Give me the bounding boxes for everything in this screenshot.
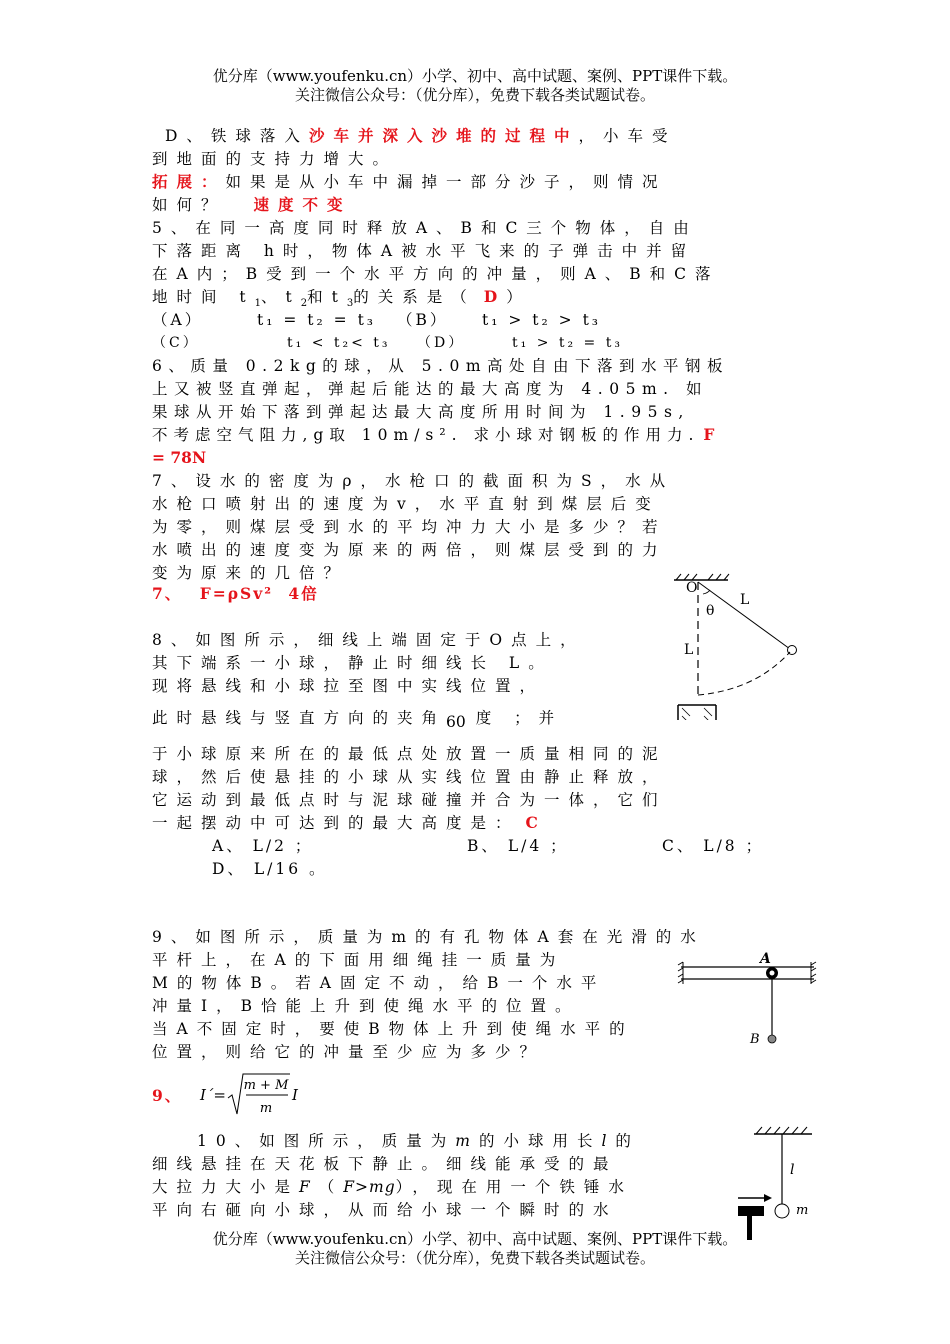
q5-opt-c-label: （C） bbox=[152, 335, 200, 351]
extension-text-1: 如果是从小车中漏掉一部分沙子，则情况 bbox=[225, 173, 667, 191]
rod-figure bbox=[676, 950, 821, 1050]
q8-line-8 bbox=[152, 813, 547, 833]
q7-line-3: 为零，则煤层受到水的平均冲力大小是多少？若 bbox=[152, 518, 667, 536]
q7-answer bbox=[152, 584, 319, 604]
header-line-1: 优分库（www.youfenku.cn）小学、初中、高中试题、案例、PPT课件下载。 bbox=[212, 67, 738, 85]
q6-line-4-text: 不考虑空气阻力,g取 10m/s². 求小球对钢板的作用力. bbox=[152, 426, 700, 444]
extension-line-2 bbox=[152, 195, 351, 215]
q7-line-5: 变为原来的几倍？ bbox=[152, 564, 349, 582]
q10-l3-cond: F>mg bbox=[343, 1178, 396, 1196]
hammer-ball bbox=[775, 1204, 789, 1218]
option-d-line-2: 到地面的支持力增大。 bbox=[152, 150, 398, 168]
rod-object-b bbox=[768, 1035, 776, 1043]
q8-options-abc bbox=[212, 836, 765, 856]
q8-l4a: 此时悬线与竖直方向的夹角 bbox=[152, 709, 447, 727]
q7-line-2: 水枪口喷射出的速度为v，水平直射到煤层后变 bbox=[152, 495, 660, 513]
q5-options-ab bbox=[152, 310, 602, 330]
q10-l3b: （ bbox=[318, 1178, 344, 1196]
q6-line-1: 6、质量 0.2kg的球，从 5.0m高处自由下落到水平钢板 bbox=[152, 357, 730, 375]
q6-answer-b: = 78N bbox=[152, 448, 207, 467]
extension-text-2: 如何？ bbox=[152, 196, 226, 214]
pendulum-box-hatch bbox=[682, 708, 712, 720]
q5-opt-d: t₁ > t₂ = t₃ bbox=[512, 335, 623, 351]
q6-line-4 bbox=[152, 425, 720, 445]
pendulum-label-l-vertical: L bbox=[684, 642, 694, 658]
q8-opt-a: A、 L/2 ； bbox=[212, 837, 314, 855]
hammer-label-m: m bbox=[796, 1203, 809, 1218]
q7-answer-num: 7、 bbox=[152, 584, 183, 603]
hammer-label-l: l bbox=[790, 1162, 795, 1178]
q8-angle-value: 60 bbox=[446, 713, 466, 731]
option-d-prefix: D、铁球落入 bbox=[165, 127, 309, 145]
q9-formula-num: m + M bbox=[243, 1078, 289, 1093]
q5-opt-c: t₁ < t₂< t₃ bbox=[287, 335, 391, 351]
q5-line-2: 下落距离 h时，物体A被水平飞来的子弹击中并留 bbox=[152, 242, 696, 260]
rod-left-wall bbox=[678, 962, 683, 984]
q9-formula-lhs: I´= bbox=[200, 1086, 226, 1104]
q8-line-7: 它运动到最低点时与泥球碰撞并合为一体，它们 bbox=[152, 791, 667, 809]
q8-line-4 bbox=[152, 708, 564, 731]
q8-l8-text: 一起摆动中可达到的最大高度是： bbox=[152, 814, 520, 832]
q8-opt-c: C、 L/8 ； bbox=[662, 837, 765, 855]
header-line-2: 关注微信公众号：（优分库），免费下载各类试题试卷。 bbox=[294, 86, 655, 104]
q5-opt-a-label: （A） bbox=[152, 311, 204, 329]
q9-answer-num: 9、 bbox=[152, 1086, 183, 1105]
q5-l4-end: ） bbox=[506, 288, 531, 306]
footer-line-1: 优分库（www.youfenku.cn）小学、初中、高中试题、案例、PPT课件下载。 bbox=[212, 1230, 738, 1248]
q8-line-5: 于小球原来所在的最低点处放置一质量相同的泥 bbox=[152, 745, 667, 763]
pendulum-label-l-string: L bbox=[740, 592, 750, 608]
pendulum-arc bbox=[698, 652, 790, 695]
q8-opt-d: D、 L/16 。 bbox=[212, 860, 328, 878]
pendulum-label-o: O bbox=[686, 580, 698, 596]
hammer-ceiling-hatch bbox=[756, 1127, 807, 1134]
q7-line-1: 7、设水的密度为ρ，水枪口的截面积为S，水从 bbox=[152, 472, 675, 490]
rod-label-b: B bbox=[750, 1032, 760, 1047]
pendulum-angle-arc bbox=[703, 590, 710, 594]
hammer-figure bbox=[732, 1122, 827, 1242]
extension-answer: 速度不变 bbox=[253, 195, 352, 214]
q10-l1c: 的 bbox=[615, 1132, 640, 1150]
q9-line-3: M的物体B。若A固定不动，给B一个水平 bbox=[152, 974, 606, 992]
extension-label: 拓展： bbox=[152, 172, 226, 191]
option-d-suffix: ，小车受 bbox=[578, 127, 677, 145]
q5-line-1: 5、在同一高度同时释放A、B和C三个物体，自由 bbox=[152, 219, 698, 237]
q8-opt-b: B、 L/4 ； bbox=[467, 837, 569, 855]
q5-line-3: 在A内；B受到一个水平方向的冲量，则A、B和C落 bbox=[152, 265, 720, 283]
q5-answer: D bbox=[483, 287, 507, 306]
option-d-line bbox=[165, 126, 676, 146]
q5-line-4: 地时间 $t_1$、$t_2$和$t_3$的关系是（ D） bbox=[152, 287, 531, 310]
q5-opt-b: t₁ > t₂ > t₃ bbox=[482, 311, 602, 329]
q6-line-3: 果球从开始下落到弹起达最大高度所用时间为 1.95s, bbox=[152, 403, 690, 421]
q10-l3d: ），现在用一个铁锤水 bbox=[395, 1178, 633, 1196]
option-d-highlight: 沙车并深入沙堆的过程中 bbox=[308, 126, 579, 145]
q10-l1b: 的小球用长 bbox=[478, 1132, 602, 1150]
hammer-arrow-head bbox=[764, 1194, 772, 1202]
q10-line-1 bbox=[197, 1131, 640, 1151]
q7-line-4: 水喷出的速度变为原来的两倍，则煤层受到的力 bbox=[152, 541, 667, 559]
q5-options-cd bbox=[152, 333, 623, 353]
q9-answer-formula bbox=[198, 1070, 308, 1120]
q5-opt-a: t₁ = t₂ = t₃ bbox=[257, 311, 377, 329]
q8-line-3: 现将悬线和小球拉至图中实线位置， bbox=[152, 677, 545, 695]
q9-formula-den: m bbox=[259, 1101, 273, 1116]
q8-answer: C bbox=[525, 813, 547, 832]
q10-l3a: 大拉力大小是 bbox=[152, 1178, 300, 1196]
rod-object-a-hole bbox=[770, 971, 775, 976]
q10-l1-m: m bbox=[455, 1132, 479, 1150]
q10-line-4: 平向右砸向小球，从而给小球一个瞬时的水 bbox=[152, 1201, 618, 1219]
q7-answer-ratio: 4倍 bbox=[288, 584, 319, 603]
hammer-head bbox=[738, 1206, 764, 1216]
q10-line-3 bbox=[152, 1177, 633, 1197]
q9-line-2: 平杆上，在A的下面用细绳挂一质量为 bbox=[152, 951, 565, 969]
q7-answer-formula: F=ρSv² bbox=[199, 584, 273, 603]
q9-line-5: 当A不固定时，要使B物体上升到使绳水平的 bbox=[152, 1020, 634, 1038]
q5-l4-mid2: 和t bbox=[307, 288, 347, 306]
pendulum-ceiling-hatch bbox=[676, 574, 729, 580]
q10-line-2: 细线悬挂在天花板下静止。细线能承受的最 bbox=[152, 1155, 618, 1173]
q10-l3-f: F bbox=[299, 1178, 319, 1196]
q8-line-1: 8、如图所示，细线上端固定于O点上， bbox=[152, 631, 585, 649]
q6-answer-a: F bbox=[703, 425, 721, 444]
extension-line-1 bbox=[152, 172, 667, 192]
q5-opt-b-label: （B） bbox=[397, 311, 449, 329]
footer-line-2: 关注微信公众号：（优分库），免费下载各类试题试卷。 bbox=[294, 1249, 655, 1267]
pendulum-figure bbox=[660, 570, 810, 720]
q9-line-4: 冲量I，B恰能上升到使绳水平的位置。 bbox=[152, 997, 580, 1015]
rod-right-wall bbox=[811, 962, 816, 984]
q5-l4-mid1: 、t bbox=[261, 288, 301, 306]
q8-l4c: 度 ；并 bbox=[475, 709, 564, 727]
q5-l4-post: 的关系是（ bbox=[353, 288, 476, 306]
rod-label-a: A bbox=[760, 951, 771, 967]
q9-formula-rhs: I bbox=[292, 1086, 298, 1104]
q10-l1a: 10、如图所示，质量为 bbox=[197, 1132, 456, 1150]
q8-line-6: 球，然后使悬挂的小球从实线位置由静止释放， bbox=[152, 768, 667, 786]
q9-line-6: 位置，则给它的冲量至少应为多少？ bbox=[152, 1043, 545, 1061]
q8-line-2: 其下端系一小球，静止时细线长 L。 bbox=[152, 654, 553, 672]
q5-l4-pre: 地时间 t bbox=[152, 288, 255, 306]
q5-opt-d-label: （D） bbox=[417, 335, 466, 351]
q10-l1-l: l bbox=[601, 1132, 616, 1150]
q6-line-2: 上又被竖直弹起，弹起后能达的最大高度为 4.05m. 如 bbox=[152, 380, 708, 398]
q9-line-1: 9、如图所示，质量为m的有孔物体A套在光滑的水 bbox=[152, 928, 705, 946]
pendulum-label-theta: θ bbox=[706, 603, 715, 619]
